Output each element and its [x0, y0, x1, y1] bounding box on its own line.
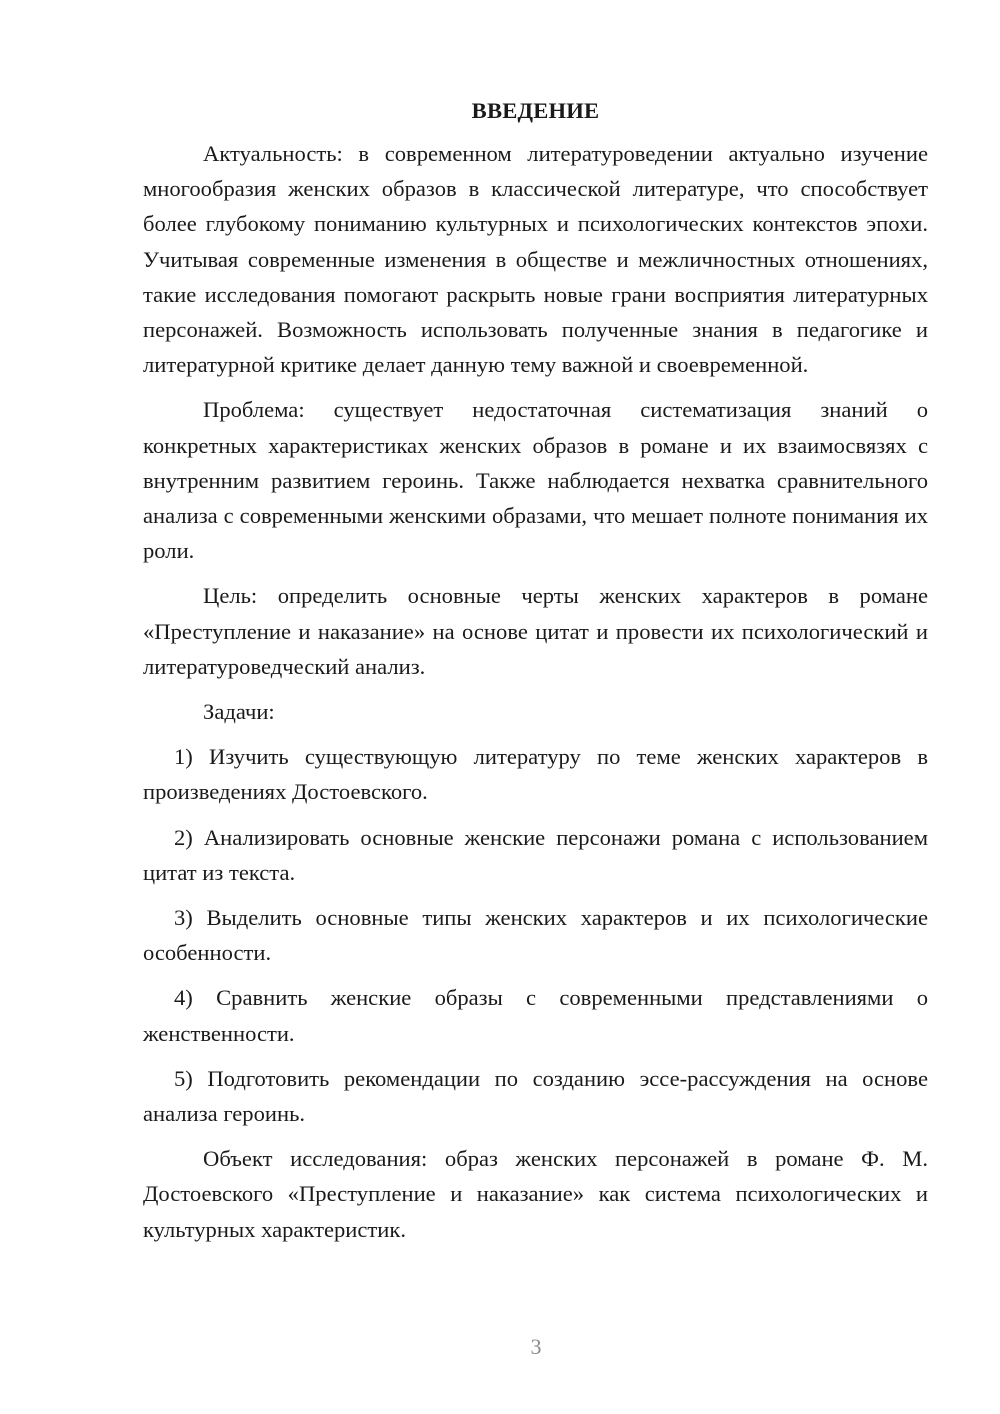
paragraph-problem: Проблема: существует недостаточная систематизация знаний о конкретных характеристиках женских образов в романе и их взаимосвязях с внутренним развитием героинь. Также наблюдается нехватка сравнительного анализа с современными женскими образами, что мешает полноте понимания их роли. [143, 397, 928, 564]
paragraph-goal: Цель: определить основные черты женских характеров в романе «Преступление и наказание» на основе цитат и провести их психологический и литературоведческий анализ. [143, 583, 928, 679]
page-content [143, 96, 928, 1257]
tasks-heading: Задачи: [203, 699, 275, 725]
task-item-4: 4) Сравнить женские образы с современными представлениями о женственности. [143, 985, 928, 1046]
paragraph-relevance: Актуальность: в современном литературоведении актуально изучение многообразия женских образов в классической литературе, что способствует более глубокому пониманию культурных и психологических контекстов эпохи. Учитывая современные изменения в обществе и межличностных отношениях, такие исследования помогают раскрыть новые грани восприятия литературных персонажей. Возможность использовать полученные знания в педагогике и литературной критике делает данную тему важной и своевременной. [143, 141, 928, 378]
task-item-2: 2) Анализировать основные женские персонажи романа с использованием цитат из текста. [143, 824, 928, 885]
page-number: 3 [530, 1334, 542, 1359]
task-item-5: 5) Подготовить рекомендации по созданию эссе-рассуждения на основе анализа героинь. [143, 1065, 928, 1127]
paragraph-object: Объект исследования: образ женских персонажей в романе Ф. М. Достоевского «Преступление и наказание» как система психологических и культурных характеристик. [143, 1146, 928, 1242]
section-title: ВВЕДЕНИЕ [471, 98, 600, 123]
task-item-3: 3) Выделить основные типы женских характеров и их психологические особенности. [143, 905, 928, 966]
task-item-1: 1) Изучить существующую литературу по теме женских характеров в произведениях Достоевского. [143, 744, 928, 805]
